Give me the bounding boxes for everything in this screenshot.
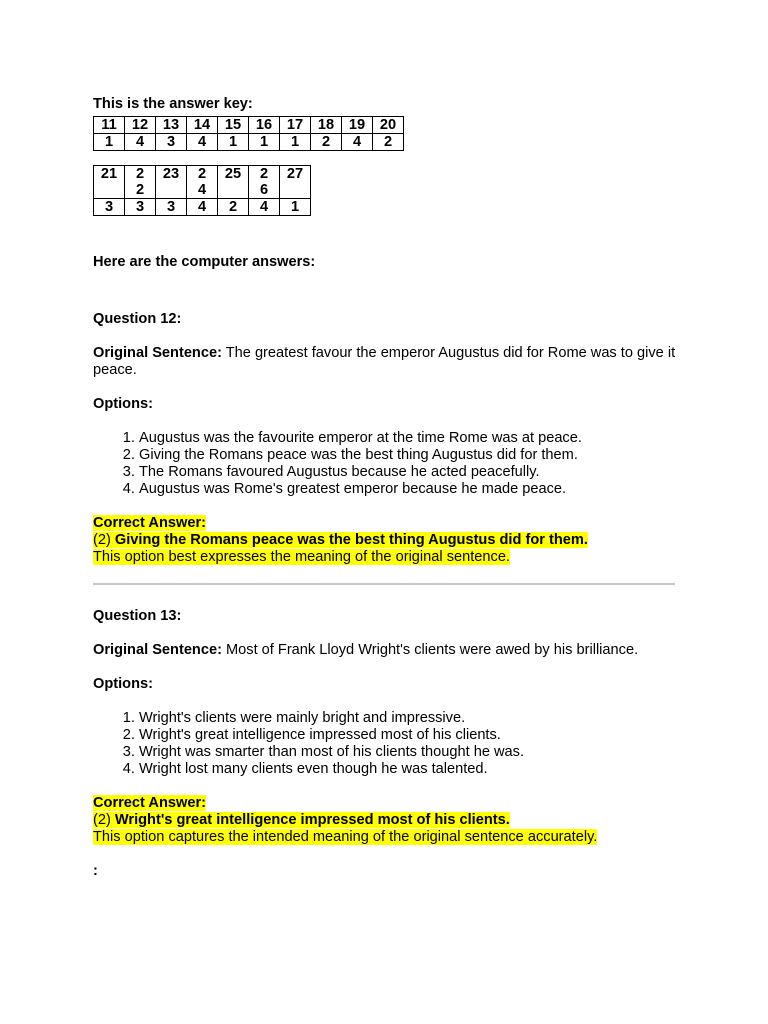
- key-answer-cell: 1: [249, 134, 280, 151]
- correct-answer-line: [93, 812, 683, 829]
- key-question-cell: 20: [373, 117, 404, 134]
- original-sentence: [93, 345, 683, 379]
- key-question-cell: 12: [125, 117, 156, 134]
- option-item: 4. Wright lost many clients even though he was talented.: [139, 761, 683, 778]
- options-list: [93, 430, 683, 498]
- key-question-cell: 19: [342, 117, 373, 134]
- computer-answers-heading: Here are the computer answers:: [93, 254, 316, 270]
- key-answer-cell: 4: [249, 199, 280, 216]
- key-question-text: 2: [135, 166, 145, 182]
- key-answer-cell: 3: [125, 199, 156, 216]
- question-heading: Question 12:: [93, 311, 182, 327]
- answer-key-table-1: [93, 116, 404, 151]
- key-answer-cell: 2: [311, 134, 342, 151]
- key-question-text: 21: [100, 166, 118, 182]
- key-question-cell: 13: [156, 117, 187, 134]
- explanation-line: [93, 549, 683, 566]
- key-question-cell: 16: [249, 117, 280, 134]
- key-question-cell: [156, 166, 187, 199]
- question-block: [93, 311, 683, 566]
- correct-answer-number: (2): [93, 812, 115, 828]
- options-heading: Options:: [93, 396, 153, 412]
- original-sentence-label: Original Sentence:: [93, 642, 222, 658]
- original-sentence-label: Original Sentence:: [93, 345, 222, 361]
- key-question-cell: [280, 166, 311, 199]
- key-answer-cell: 4: [187, 199, 218, 216]
- key-question-cell: [125, 166, 156, 199]
- answer-key-question-row: [94, 117, 404, 134]
- option-item: 3. Wright was smarter than most of his clients thought he was.: [139, 744, 683, 761]
- correct-answer-label: Correct Answer:: [93, 515, 206, 531]
- correct-answer-label-line: [93, 795, 683, 812]
- explanation-text: This option captures the intended meaning of the original sentence accurately.: [93, 829, 598, 845]
- key-answer-cell: 1: [280, 199, 311, 216]
- key-question-cell: [218, 166, 249, 199]
- correct-answer-line: [93, 532, 683, 549]
- answer-key-answer-row: [94, 199, 311, 216]
- explanation-text: This option best expresses the meaning of the original sentence.: [93, 549, 510, 565]
- correct-answer-label: Correct Answer:: [93, 795, 206, 811]
- key-question-text: 2: [135, 182, 145, 198]
- answer-key-question-row: [94, 166, 311, 199]
- correct-answer-number: (2): [93, 532, 115, 548]
- key-question-text: 2: [259, 166, 269, 182]
- option-item: 1. Augustus was the favourite emperor at the time Rome was at peace.: [139, 430, 683, 447]
- option-item: 4. Augustus was Rome's greatest emperor because he made peace.: [139, 481, 683, 498]
- option-item: 2. Giving the Romans peace was the best thing Augustus did for them.: [139, 447, 683, 464]
- answer-key-intro: This is the answer key:: [93, 96, 253, 112]
- key-question-cell: 15: [218, 117, 249, 134]
- key-question-text: 2: [197, 166, 207, 182]
- correct-answer-label-line: [93, 515, 683, 532]
- key-answer-cell: 3: [156, 199, 187, 216]
- question-heading: Question 13:: [93, 608, 182, 624]
- key-question-cell: [249, 166, 280, 199]
- original-sentence: [93, 642, 683, 659]
- question-divider: [93, 583, 675, 585]
- key-question-cell: 17: [280, 117, 311, 134]
- correct-answer-block: [93, 515, 683, 566]
- correct-answer-text: Giving the Romans peace was the best thing Augustus did for them.: [114, 532, 588, 548]
- option-item: 3. The Romans favoured Augustus because he acted peacefully.: [139, 464, 683, 481]
- original-sentence-text: Most of Frank Lloyd Wright's clients were awed by his brilliance.: [221, 642, 639, 658]
- key-question-cell: [187, 166, 218, 199]
- question-block: [93, 608, 683, 846]
- key-question-text: 6: [259, 182, 269, 198]
- trailing-colon: :: [93, 863, 98, 879]
- key-question-text: 4: [197, 182, 207, 198]
- key-answer-cell: 2: [373, 134, 404, 151]
- key-answer-cell: 3: [156, 134, 187, 151]
- correct-answer-block: [93, 795, 683, 846]
- answer-key-answer-row: [94, 134, 404, 151]
- key-answer-cell: 2: [218, 199, 249, 216]
- key-answer-cell: 4: [342, 134, 373, 151]
- key-answer-cell: 1: [94, 134, 125, 151]
- key-answer-cell: 4: [125, 134, 156, 151]
- key-question-cell: [94, 166, 125, 199]
- original-sentence-text: The greatest favour the emperor Augustus did for Rome was to give it peace.: [93, 345, 676, 378]
- explanation-line: [93, 829, 683, 846]
- option-item: 1. Wright's clients were mainly bright and impressive.: [139, 710, 683, 727]
- options-heading: Options:: [93, 676, 153, 692]
- key-question-cell: 14: [187, 117, 218, 134]
- answer-key-table-2: [93, 165, 311, 216]
- options-list: [93, 710, 683, 778]
- key-question-cell: 11: [94, 117, 125, 134]
- key-question-cell: 18: [311, 117, 342, 134]
- key-question-text: 27: [286, 166, 304, 182]
- key-answer-cell: 1: [280, 134, 311, 151]
- key-answer-cell: 4: [187, 134, 218, 151]
- key-question-text: 23: [162, 166, 180, 182]
- document-page: [93, 96, 683, 880]
- key-question-text: 25: [224, 166, 242, 182]
- key-answer-cell: 1: [218, 134, 249, 151]
- option-item: 2. Wright's great intelligence impressed most of his clients.: [139, 727, 683, 744]
- correct-answer-text: Wright's great intelligence impressed most of his clients.: [114, 812, 510, 828]
- key-answer-cell: 3: [94, 199, 125, 216]
